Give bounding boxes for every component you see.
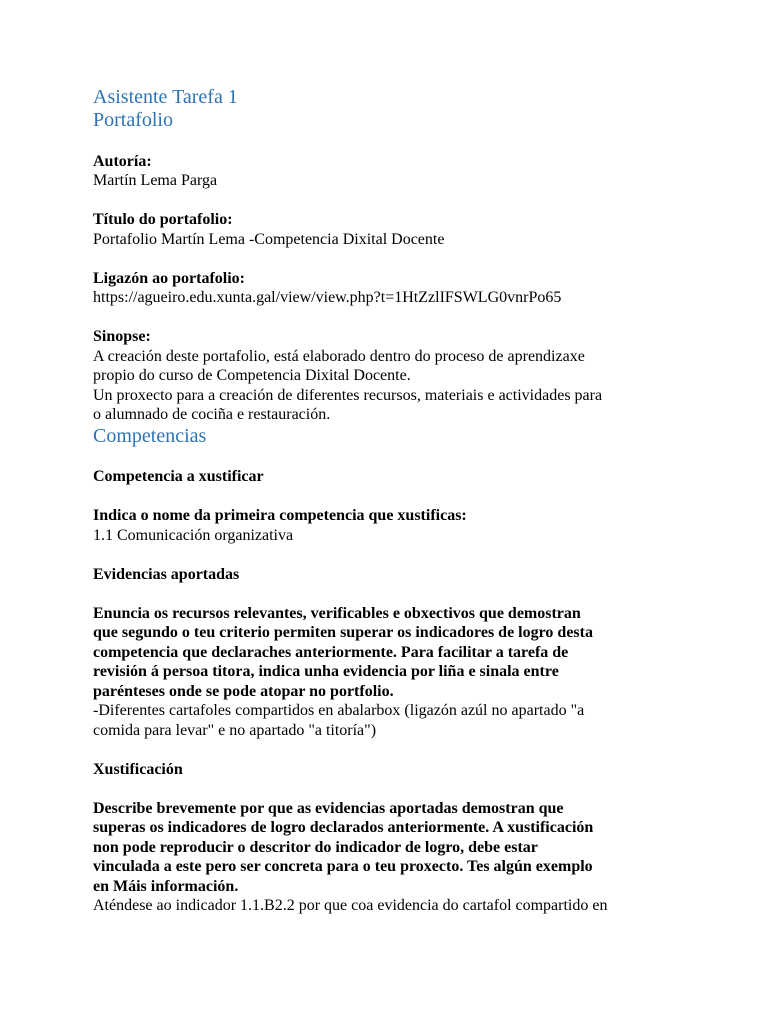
first-competence-value: 1.1 Comunicación organizativa	[93, 526, 294, 544]
justification-prompt-line: vinculada a este pero ser concreta para o teu proxecto. Tes algún exemplo	[93, 858, 593, 875]
competencias-heading: Competencias	[93, 424, 207, 447]
justification-prompt-line: superas os indicadores de logro declarados anteriormente. A xustificación	[93, 819, 594, 836]
authorship-label: Autoría:	[93, 152, 152, 170]
document-title: Asistente Tarefa 1	[93, 86, 238, 108]
justification-prompt-line: Describe brevemente por que as evidencias aportadas demostran que	[93, 799, 564, 817]
evidence-value-line: comida para levar" e no apartado "a titoría")	[93, 721, 377, 739]
portfolio-title-value: Portafolio Martín Lema -Competencia Dixital Docente	[93, 230, 445, 248]
first-competence-prompt: Indica o nome da primeira competencia que xustificas:	[93, 507, 467, 524]
evidence-prompt-line: revisión á persoa titora, indica unha evidencia por liña e sinala entre	[93, 663, 559, 680]
synopsis-line: A creación deste portafolio, está elaborado dentro do proceso de aprendizaxe	[93, 347, 585, 365]
justification-prompt-line: en Máis información.	[93, 877, 239, 895]
synopsis-label: Sinopse:	[93, 328, 151, 345]
document-subtitle: Portafolio	[93, 109, 173, 131]
portfolio-link-label: Ligazón ao portafolio:	[93, 269, 245, 287]
portfolio-link-value: https://agueiro.edu.xunta.gal/view/view.php?t=1HtZzlIFSWLG0vnrPo65	[93, 289, 562, 306]
synopsis-line: Un proxecto para a creación de diferentes recursos, materiais e actividades para	[93, 386, 603, 404]
evidence-prompt-line: que segundo o teu criterio permiten superar os indicadores de logro desta	[93, 624, 593, 641]
synopsis-line: propio do curso de Competencia Dixital Docente.	[93, 367, 411, 384]
authorship-value: Martín Lema Parga	[93, 172, 218, 189]
portfolio-title-label: Título do portafolio:	[93, 211, 233, 228]
justification-value-line: Aténdese ao indicador 1.1.B2.2 por que coa evidencia do cartafol compartido en	[93, 897, 608, 914]
synopsis-line: o alumnado de cociña e restauración.	[93, 406, 331, 423]
evidence-prompt-line: Enuncia os recursos relevantes, verificables e obxectivos que demostran	[93, 604, 581, 622]
competence-justify-label: Competencia a xustificar	[93, 468, 264, 485]
justification-heading: Xustificación	[93, 760, 183, 778]
evidence-prompt-line: parénteses onde se pode atopar no portfolio.	[93, 682, 394, 700]
evidence-value-line: -Diferentes cartafoles compartidos en abalarbox (ligazón azúl no apartado "a	[93, 702, 585, 719]
evidence-prompt-line: competencia que declaraches anteriormente. Para facilitar a tarefa de	[93, 643, 569, 661]
justification-prompt-line: non pode reproducir o descritor do indicador de logro, debe estar	[93, 838, 538, 856]
evidence-heading: Evidencias aportadas	[93, 565, 240, 583]
document-body	[93, 86, 683, 916]
